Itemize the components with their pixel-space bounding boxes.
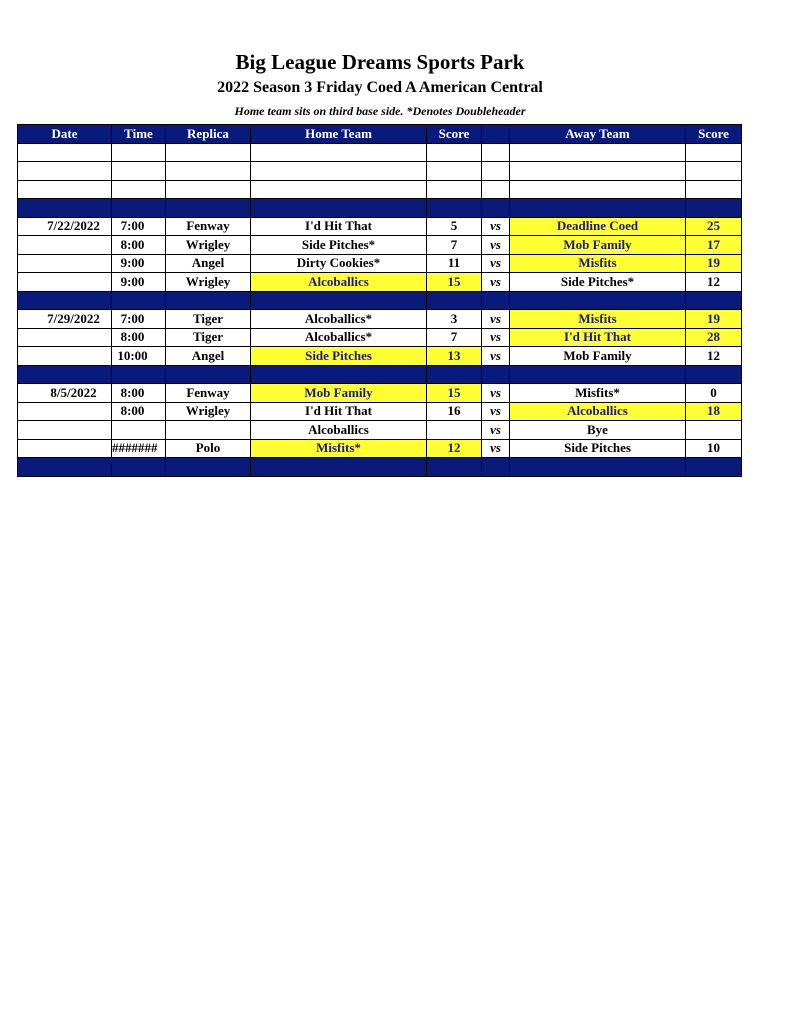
band-cell [18, 291, 112, 310]
band-cell [482, 199, 510, 218]
blank-cell [112, 180, 166, 199]
band-cell [166, 458, 251, 477]
col-header-home-team: Home Team [251, 125, 427, 144]
home-score-cell: 15 [427, 273, 482, 292]
band-cell [427, 291, 482, 310]
home-score-cell: 11 [427, 254, 482, 273]
separator-band [18, 291, 742, 310]
game-row [18, 347, 742, 366]
col-header-home-score: Score [427, 125, 482, 144]
col-header-replica: Replica [166, 125, 251, 144]
schedule-table [17, 124, 742, 477]
date-cell [18, 421, 112, 440]
blank-cell [510, 162, 686, 181]
blank-cell [166, 162, 251, 181]
home-team-cell: I'd Hit That [251, 402, 427, 421]
date-cell [18, 402, 112, 421]
game-row [18, 421, 742, 440]
separator-band [18, 365, 742, 384]
away-score-cell: 19 [686, 310, 742, 329]
game-row [18, 402, 742, 421]
band-cell [112, 365, 166, 384]
blank-cell [510, 143, 686, 162]
blank-cell [18, 143, 112, 162]
away-score-cell: 0 [686, 384, 742, 403]
home-score-cell: 12 [427, 439, 482, 458]
blank-cell [112, 162, 166, 181]
band-cell [510, 458, 686, 477]
away-team-cell: Misfits* [510, 384, 686, 403]
home-team-cell: Side Pitches [251, 347, 427, 366]
band-cell [18, 458, 112, 477]
away-team-cell: Misfits [510, 254, 686, 273]
time-cell: 9:00 [112, 273, 166, 292]
away-team-cell: Side Pitches [510, 439, 686, 458]
replica-cell: Angel [166, 347, 251, 366]
time-cell: ####### [112, 439, 166, 458]
blank-cell [427, 180, 482, 199]
vs-cell: vs [482, 328, 510, 347]
vs-cell: vs [482, 347, 510, 366]
vs-cell: vs [482, 273, 510, 292]
away-score-cell: 18 [686, 402, 742, 421]
time-cell: 9:00 [112, 254, 166, 273]
replica-cell: Fenway [166, 217, 251, 236]
blank-cell [427, 143, 482, 162]
page-subtitle: 2022 Season 3 Friday Coed A American Central [217, 79, 543, 96]
blank-cell [510, 180, 686, 199]
home-team-cell: Dirty Cookies* [251, 254, 427, 273]
home-team-cell: Alcoballics [251, 273, 427, 292]
band-cell [251, 199, 427, 218]
col-header-time: Time [112, 125, 166, 144]
time-cell: 8:00 [112, 384, 166, 403]
away-team-cell: Alcoballics [510, 402, 686, 421]
away-team-cell: Side Pitches* [510, 273, 686, 292]
band-cell [686, 291, 742, 310]
time-cell: 7:00 [112, 310, 166, 329]
blank-cell [112, 143, 166, 162]
blank-cell [686, 180, 742, 199]
band-cell [112, 458, 166, 477]
time-cell: 8:00 [112, 402, 166, 421]
table-header-row [18, 125, 742, 144]
band-cell [427, 458, 482, 477]
col-header-vs [482, 125, 510, 144]
time-cell: 8:00 [112, 236, 166, 255]
col-header-date: Date [18, 125, 112, 144]
away-team-cell: Bye [510, 421, 686, 440]
blank-cell [482, 162, 510, 181]
band-cell [251, 458, 427, 477]
home-score-cell: 7 [427, 236, 482, 255]
date-cell: 7/22/2022 [18, 217, 112, 236]
date-cell: 8/5/2022 [18, 384, 112, 403]
col-header-away-team: Away Team [510, 125, 686, 144]
schedule-note: Home team sits on third base side. *Denotes Doubleheader [234, 104, 526, 118]
home-score-cell: 7 [427, 328, 482, 347]
time-cell: 10:00 [112, 347, 166, 366]
game-row [18, 310, 742, 329]
band-cell [18, 199, 112, 218]
away-score-cell: 28 [686, 328, 742, 347]
blank-cell [686, 162, 742, 181]
band-cell [251, 291, 427, 310]
band-cell [482, 458, 510, 477]
blank-cell [686, 143, 742, 162]
vs-cell: vs [482, 402, 510, 421]
home-score-cell: 5 [427, 217, 482, 236]
replica-cell: Tiger [166, 310, 251, 329]
band-cell [112, 291, 166, 310]
game-row [18, 217, 742, 236]
replica-cell: Wrigley [166, 236, 251, 255]
blank-cell [251, 143, 427, 162]
date-cell [18, 236, 112, 255]
away-team-cell: Deadline Coed [510, 217, 686, 236]
page-title: Big League Dreams Sports Park [235, 50, 525, 74]
band-cell [686, 458, 742, 477]
away-score-cell: 25 [686, 217, 742, 236]
home-score-cell: 16 [427, 402, 482, 421]
away-score-cell: 12 [686, 273, 742, 292]
replica-cell [166, 421, 251, 440]
game-row [18, 236, 742, 255]
game-row [18, 384, 742, 403]
replica-cell: Polo [166, 439, 251, 458]
band-cell [686, 365, 742, 384]
time-cell: 8:00 [112, 328, 166, 347]
vs-cell: vs [482, 236, 510, 255]
band-cell [482, 291, 510, 310]
home-score-cell: 15 [427, 384, 482, 403]
schedule-body [18, 143, 742, 476]
home-score-cell [427, 421, 482, 440]
time-cell [112, 421, 166, 440]
away-team-cell: Mob Family [510, 347, 686, 366]
blank-cell [482, 143, 510, 162]
band-cell [510, 291, 686, 310]
home-team-cell: Alcoballics* [251, 310, 427, 329]
band-cell [510, 365, 686, 384]
replica-cell: Wrigley [166, 273, 251, 292]
time-cell: 7:00 [112, 217, 166, 236]
band-cell [112, 199, 166, 218]
replica-cell: Fenway [166, 384, 251, 403]
home-team-cell: Misfits* [251, 439, 427, 458]
home-score-cell: 3 [427, 310, 482, 329]
away-score-cell: 12 [686, 347, 742, 366]
away-team-cell: Misfits [510, 310, 686, 329]
separator-band [18, 199, 742, 218]
band-cell [166, 291, 251, 310]
band-cell [166, 365, 251, 384]
replica-cell: Tiger [166, 328, 251, 347]
band-cell [427, 199, 482, 218]
blank-cell [166, 180, 251, 199]
home-score-cell: 13 [427, 347, 482, 366]
game-row [18, 328, 742, 347]
vs-cell: vs [482, 439, 510, 458]
date-cell [18, 347, 112, 366]
home-team-cell: Alcoballics [251, 421, 427, 440]
date-cell [18, 328, 112, 347]
game-row [18, 273, 742, 292]
home-team-cell: Side Pitches* [251, 236, 427, 255]
vs-cell: vs [482, 310, 510, 329]
vs-cell: vs [482, 217, 510, 236]
blank-cell [251, 162, 427, 181]
away-score-cell: 10 [686, 439, 742, 458]
vs-cell: vs [482, 421, 510, 440]
away-score-cell: 19 [686, 254, 742, 273]
game-row [18, 439, 742, 458]
blank-cell [482, 180, 510, 199]
home-team-cell: Mob Family [251, 384, 427, 403]
blank-row [18, 143, 742, 162]
replica-cell: Angel [166, 254, 251, 273]
band-cell [482, 365, 510, 384]
blank-cell [18, 162, 112, 181]
blank-cell [18, 180, 112, 199]
band-cell [427, 365, 482, 384]
replica-cell: Wrigley [166, 402, 251, 421]
away-team-cell: Mob Family [510, 236, 686, 255]
blank-cell [166, 143, 251, 162]
vs-cell: vs [482, 254, 510, 273]
band-cell [18, 365, 112, 384]
blank-cell [251, 180, 427, 199]
away-team-cell: I'd Hit That [510, 328, 686, 347]
home-team-cell: I'd Hit That [251, 217, 427, 236]
vs-cell: vs [482, 384, 510, 403]
away-score-cell [686, 421, 742, 440]
date-cell [18, 439, 112, 458]
blank-cell [427, 162, 482, 181]
away-score-cell: 17 [686, 236, 742, 255]
band-cell [686, 199, 742, 218]
date-cell: 7/29/2022 [18, 310, 112, 329]
home-team-cell: Alcoballics* [251, 328, 427, 347]
blank-row [18, 180, 742, 199]
band-cell [166, 199, 251, 218]
separator-band [18, 458, 742, 477]
date-cell [18, 254, 112, 273]
band-cell [510, 199, 686, 218]
date-cell [18, 273, 112, 292]
game-row [18, 254, 742, 273]
blank-row [18, 162, 742, 181]
col-header-away-score: Score [686, 125, 742, 144]
band-cell [251, 365, 427, 384]
